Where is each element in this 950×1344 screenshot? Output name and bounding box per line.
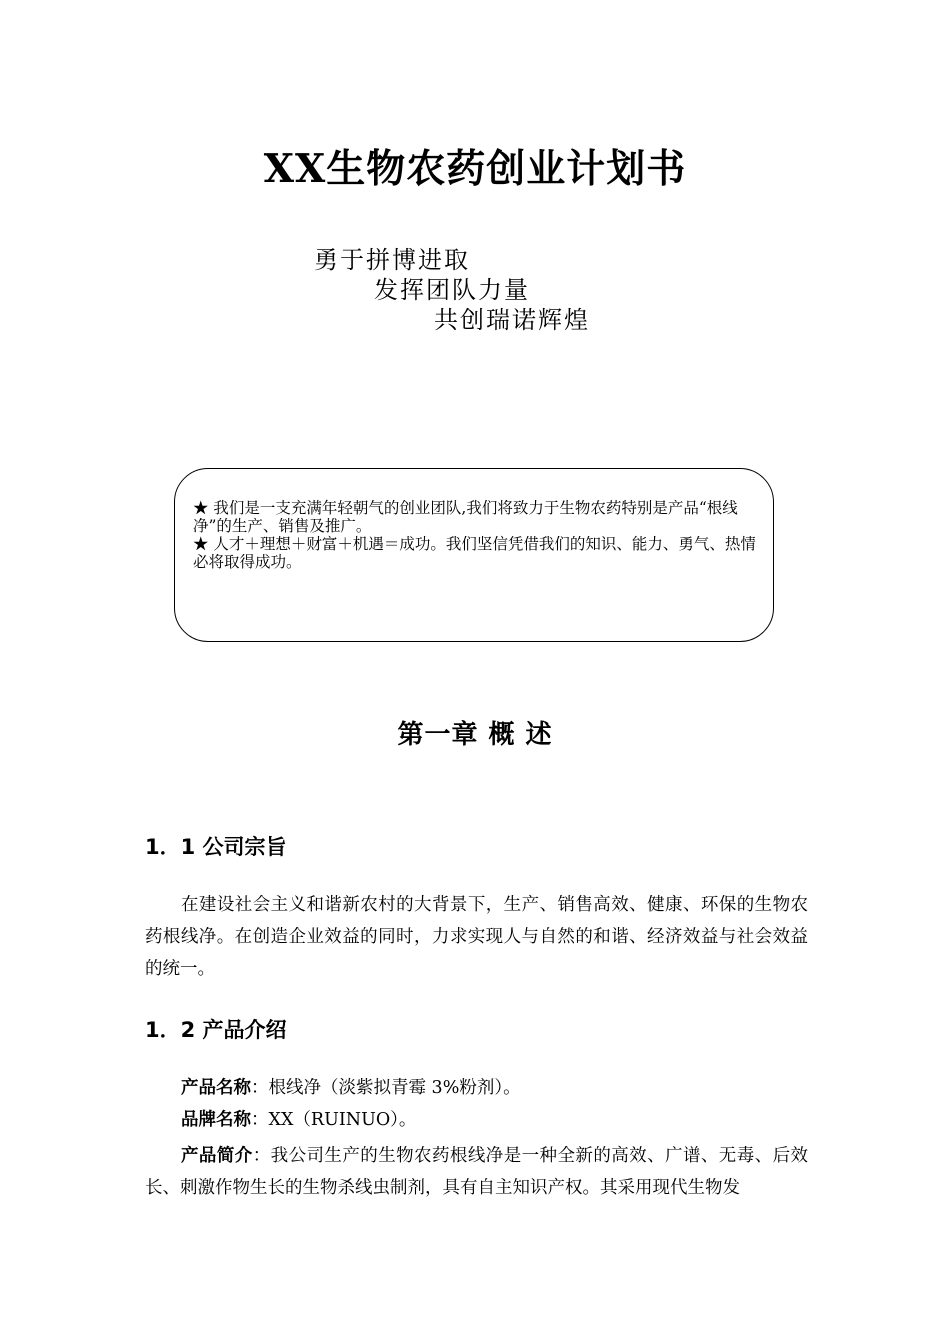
- product-summary-value: ：我公司生产的生物农药根线净是一种全新的高效、广谱、无毒、后效长、刺激作物生长的生物杀线虫制剂，具有自主知识产权。其采用现代生物发: [145, 1146, 809, 1198]
- motto-line-1: 勇于拼博进取: [314, 246, 470, 274]
- chapter-title: 第一章 概 述: [397, 720, 553, 750]
- product-summary-label: 产品简介: [181, 1146, 253, 1166]
- document-title: XX生物农药创业计划书: [263, 146, 687, 192]
- brand-name-value: ：XX（RUINUO）。: [251, 1110, 417, 1130]
- motto-line-3: 共创瑞诺辉煌: [434, 306, 590, 334]
- brand-name-label: 品牌名称: [181, 1110, 251, 1130]
- product-summary-field: [145, 1140, 808, 1204]
- product-name-value: ：根线净（淡紫拟青霉 3%粉剂）。: [251, 1078, 521, 1098]
- product-name-label: 产品名称: [181, 1078, 251, 1098]
- brand-name-field: [145, 1104, 808, 1136]
- team-statement-box: [174, 468, 774, 642]
- team-statement-2: ★ 人才＋理想＋财富＋机遇＝成功。我们坚信凭借我们的知识、能力、勇气、热情必将取得成功。: [193, 535, 756, 571]
- team-statement-1: ★ 我们是一支充满年轻朝气的创业团队,我们将致力于生物农药特别是产品“根线净”的生产、销售及推广。: [193, 499, 738, 535]
- company-purpose-paragraph: 在建设社会主义和谐新农村的大背景下，生产、销售高效、健康、环保的生物农药根线净。在创造企业效益的同时，力求实现人与自然的和谐、经济效益与社会效益的统一。: [145, 895, 808, 979]
- motto-line-2: 发挥团队力量: [374, 276, 530, 304]
- section-heading-product-intro: 1．2 产品介绍: [145, 1018, 287, 1042]
- section-heading-company-purpose: 1．1 公司宗旨: [145, 835, 287, 859]
- product-name-field: [145, 1072, 808, 1104]
